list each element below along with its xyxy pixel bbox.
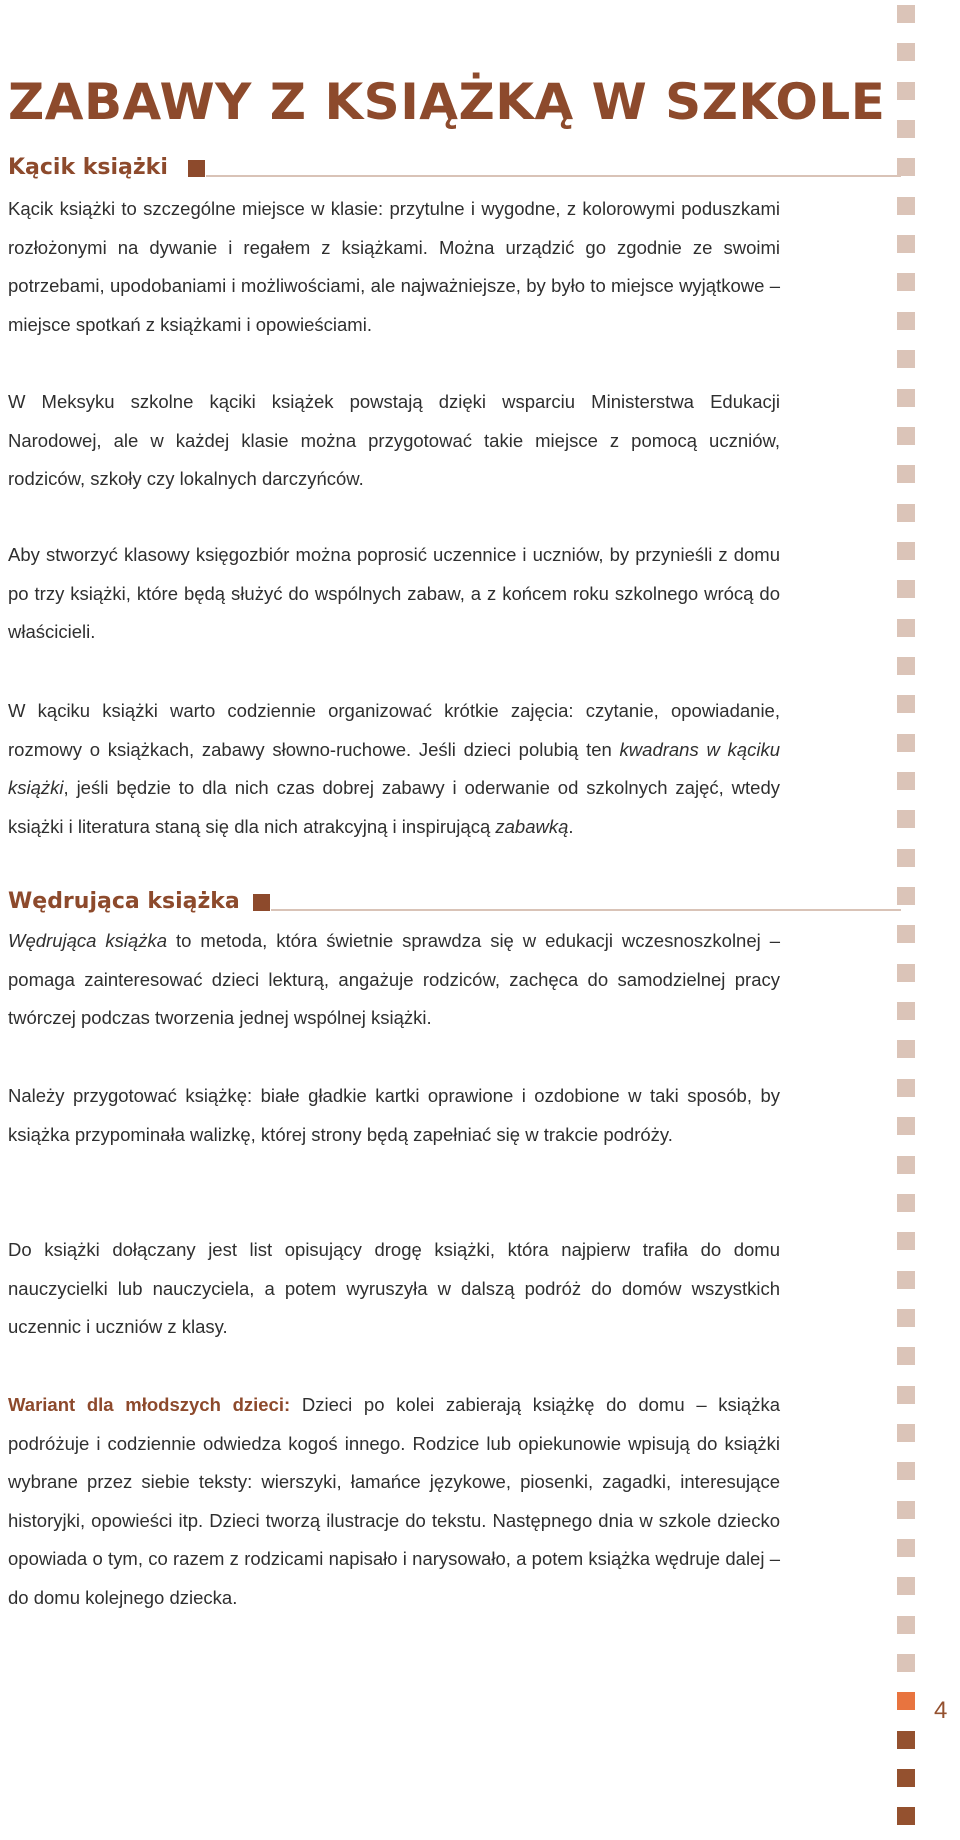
- paragraph-text: W kąciku książki warto codziennie organizować krótkie zajęcia: czytanie, opowiadanie, rozmowy o książkach, zabawy słowno-ruchowe. Jeśli dzieci polubią ten: [8, 700, 780, 760]
- decorative-square: [897, 1807, 915, 1825]
- paragraph: Należy przygotować książkę: białe gładkie kartki oprawione i ozdobione w taki sposób, by książka przypominała walizkę, której strony będą zapełniać się w trakcie podróży.: [8, 1085, 780, 1145]
- decorative-square: [897, 734, 915, 752]
- decorative-square: [897, 657, 915, 675]
- decorative-square: [897, 619, 915, 637]
- section-heading-wedrujaca: [8, 886, 901, 918]
- decorative-square: [897, 1731, 915, 1749]
- decorative-square: [897, 1692, 915, 1710]
- page-title: ZABAWY Z KSIĄŻKĄ W SZKOLE: [8, 73, 886, 131]
- decorative-square: [897, 925, 915, 943]
- decorative-square: [897, 350, 915, 368]
- decorative-square: [897, 1117, 915, 1135]
- decorative-square: [897, 504, 915, 522]
- heading-square-marker: [253, 894, 270, 911]
- paragraph: Kącik książki to szczególne miejsce w klasie: przytulne i wygodne, z kolorowymi poduszkami rozłożonymi na dywanie i regałem z książkami. Można urządzić go zgodnie ze swoimi potrzebami, upodobaniami i możliwościami, ale najważniejsze, by było to miejsce wyjątkowe – miejsce spotkań z książkami i opowieściami.: [8, 198, 780, 335]
- decorative-square: [897, 1539, 915, 1557]
- paragraph-italic-text: zabawką: [495, 815, 569, 837]
- decorative-square: [897, 427, 915, 445]
- decorative-square: [897, 1577, 915, 1595]
- decorative-square: [897, 810, 915, 828]
- decorative-square: [897, 1347, 915, 1365]
- decorative-square: [897, 964, 915, 982]
- decorative-square: [897, 1769, 915, 1787]
- decorative-square: [897, 312, 915, 330]
- decorative-square: [897, 1386, 915, 1404]
- paragraph-text: , jeśli będzie to dla nich czas dobrej zabawy i oderwanie od szkolnych zajęć, wtedy książki i literatura staną się dla nich atrakcyjną i inspirującą: [8, 777, 780, 837]
- variant-lead: Wariant dla młodszych dzieci:: [8, 1394, 291, 1415]
- decorative-square: [897, 695, 915, 713]
- paragraph-text: .: [568, 815, 574, 837]
- decorative-square: [897, 235, 915, 253]
- decorative-square: [897, 1232, 915, 1250]
- decorative-square: [897, 465, 915, 483]
- decorative-square: [897, 1040, 915, 1058]
- section-heading-label: Kącik książki: [8, 155, 168, 180]
- decorative-square: [897, 273, 915, 291]
- decorative-square: [897, 43, 915, 61]
- decorative-square: [897, 849, 915, 867]
- decorative-square: [897, 1654, 915, 1672]
- decorative-square: [897, 389, 915, 407]
- decorative-square: [897, 542, 915, 560]
- decorative-square: [897, 1156, 915, 1174]
- decorative-square: [897, 1309, 915, 1327]
- decorative-square: [897, 1424, 915, 1442]
- decorative-square: [897, 1501, 915, 1519]
- paragraph: [8, 692, 780, 846]
- decorative-square: [897, 887, 915, 905]
- decorative-square: [897, 772, 915, 790]
- decorative-square: [897, 120, 915, 138]
- paragraph: [8, 1386, 780, 1617]
- decorative-square: [897, 1194, 915, 1212]
- paragraph-italic-text: kwadrans w kąciku książki: [8, 738, 780, 798]
- decorative-square: [897, 158, 915, 176]
- decorative-square: [897, 1616, 915, 1634]
- heading-rule: [271, 909, 901, 911]
- paragraph: Do książki dołączany jest list opisujący drogę książki, która najpierw trafiła do domu nauczycielki lub nauczyciela, a potem wyruszyła w dalszą podróż do domów wszystkich uczennic i uczniów z klasy.: [8, 1239, 780, 1337]
- decorative-square: [897, 1002, 915, 1020]
- section-heading-label: Wędrująca książka: [8, 889, 240, 914]
- paragraph: [8, 922, 780, 1038]
- section-heading-kacik: [8, 152, 901, 184]
- decorative-square: [897, 1079, 915, 1097]
- decorative-square: [897, 197, 915, 215]
- paragraph-text: to metoda, która świetnie sprawdza się w edukacji wczesnoszkolnej – pomaga zainteresować dzieci lekturą, angażuje rodziców, zachęca do samodzielnej pracy twórczej podczas tworzenia jednej wspólnej książki.: [8, 930, 780, 1028]
- decorative-square: [897, 1462, 915, 1480]
- paragraph-text: Dzieci po kolei zabierają książkę do domu – książka podróżuje i codziennie odwiedza kogoś innego. Rodzice lub opiekunowie wpisują do książki wybrane przez siebie teksty: wierszyki, łamańce językowe, piosenki, zagadki, interesujące historyjki, opowieści itp. Dzieci tworzą ilustracje do tekstu. Następnego dnia w szkole dziecko opowiada o tym, co razem z rodzicami napisało i narysowało, a potem książka wędruje dalej – do domu kolejnego dziecka.: [8, 1394, 780, 1608]
- heading-square-marker: [188, 160, 205, 177]
- decorative-square: [897, 5, 915, 23]
- decorative-square: [897, 82, 915, 100]
- decorative-square: [897, 580, 915, 598]
- page-number: 4: [934, 1697, 948, 1724]
- paragraph: Aby stworzyć klasowy księgozbiór można poprosić uczennice i uczniów, by przynieśli z domu po trzy książki, które będą służyć do wspólnych zabaw, a z końcem roku szkolnego wrócą do właścicieli.: [8, 544, 780, 642]
- paragraph-italic-text: Wędrująca książka: [8, 930, 168, 951]
- paragraph: W Meksyku szkolne kąciki książek powstają dzięki wsparciu Ministerstwa Edukacji Narodowej, ale w każdej klasie można przygotować takie miejsce z pomocą uczniów, rodziców, szkoły czy lokalnych darczyńców.: [8, 391, 780, 489]
- decorative-square: [897, 1271, 915, 1289]
- heading-rule: [206, 175, 901, 177]
